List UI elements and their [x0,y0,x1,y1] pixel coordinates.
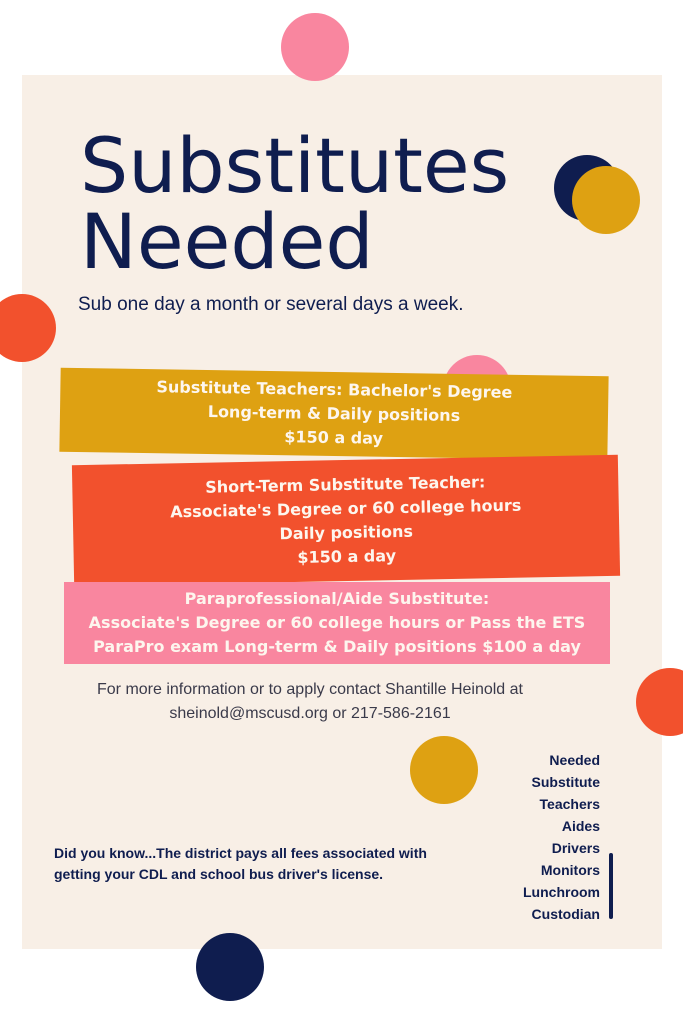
band-line: Substitute Teachers: Bachelor's Degree [156,377,513,402]
short-term-teacher-band [72,455,620,586]
band-line: Associate's Degree or 60 college hours or Pass the ETS [88,613,586,632]
substitute-teacher-band [59,368,608,461]
title-line-2: Needed [80,197,374,286]
page-title [80,121,510,286]
band-line: $150 a day [284,427,384,448]
role-item: Aides [561,818,600,834]
band-line: Daily positions [279,521,414,543]
contact-info [60,678,560,726]
band-line: Associate's Degree or 60 college hours [170,495,522,521]
role-item: Needed [549,752,600,768]
band-line: ParaPro exam Long-term & Daily positions $100 a day [93,637,581,656]
band-line: Short-Term Substitute Teacher: [205,471,486,497]
band-line: Long-term & Daily positions [207,402,461,425]
role-item: Drivers [551,840,600,856]
gold-circle-right [572,166,640,234]
role-item: Monitors [540,862,600,878]
did-you-know-note: Did you know...The district pays all fees associated with getting your CDL and school bus driver's license. [54,845,427,882]
subtitle: Sub one day a month or several days a week. [78,294,464,315]
paraprofessional-band [64,582,610,664]
band-line: Paraprofessional/Aide Substitute: [184,589,490,608]
role-item: Custodian [531,906,600,922]
pink-circle-top [281,13,349,81]
contact-line-2: sheinold@mscusd.org or 217-586-2161 [169,705,451,722]
role-item: Lunchroom [523,884,600,900]
title-line-1: Substitutes [80,121,510,210]
band-line: $150 a day [297,545,397,567]
role-item: Substitute [531,774,600,790]
contact-line-1: For more information or to apply contact Shantille Heinold at [97,681,523,698]
navy-circle-bottom [196,933,264,1001]
gold-circle-lower [410,736,478,804]
role-item: Teachers [539,796,600,812]
needed-roles-list [523,749,600,925]
accent-divider [609,853,613,919]
